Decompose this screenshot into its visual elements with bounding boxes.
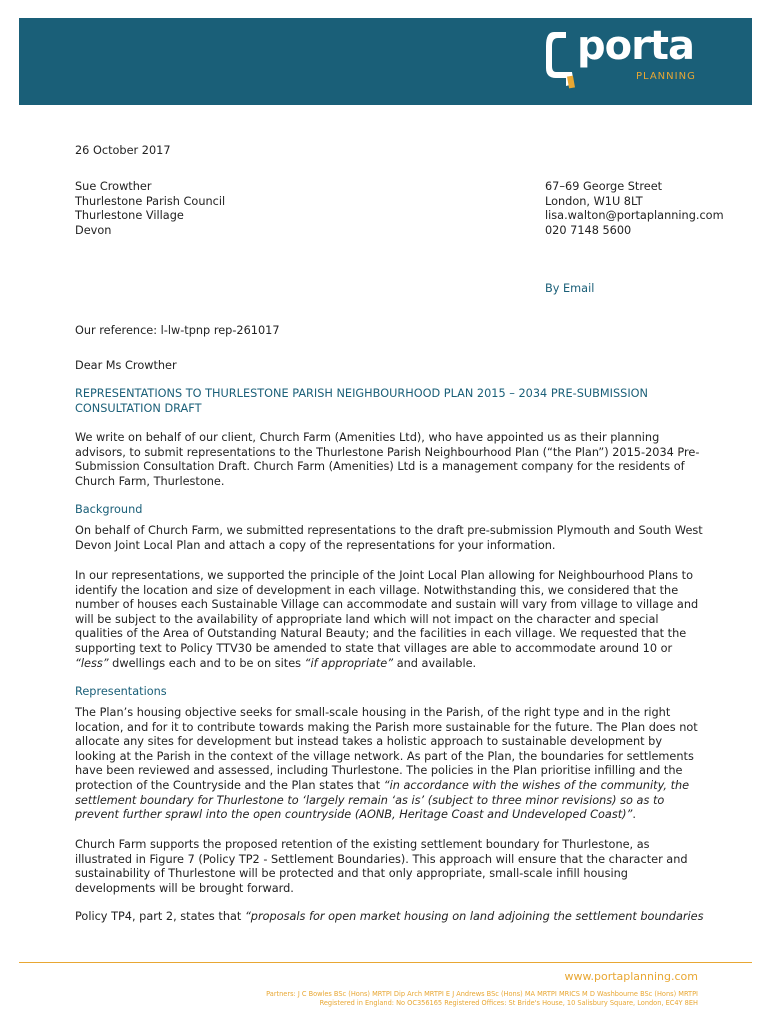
text-run: The Plan’s housing objective seeks for small-scale housing in the Parish, of the right type and in the right location, and for it to contribute towards making the Parish more sustainable for the future. The Plan does not allocate any sites for development but instead takes a holistic approach to sustainable development by looking at the Parish in the context of the village network. As part of the Plan, the boundaries for settlements have been reviewed and assessed, including Thurlestone. The policies in the Plan prioritise infilling and the protection of the Countryside and the Plan states that	[75, 706, 698, 792]
text-run: dwellings each and to be on sites	[108, 656, 305, 670]
footer-partners: Partners: J C Bowles BSc (Hons) MRTPI Dip Arch MRTPI E J Andrews BSc (Hons) MA MRTPI MRICS M D Washbourne BSc (Hons) MRTPI	[266, 990, 698, 998]
representations-paragraph-1	[75, 706, 705, 823]
our-reference: Our reference: l-lw-tpnp rep-261017	[75, 324, 280, 337]
background-heading: Background	[75, 503, 143, 516]
recipient-line: Devon	[75, 223, 112, 237]
sender-address	[545, 180, 724, 238]
recipient-line: Sue Crowther	[75, 180, 152, 193]
background-paragraph-1: On behalf of Church Farm, we submitted representations to the draft pre-submission Plymouth and South West Devon Joint Local Plan and attach a copy of the representations for your information.	[75, 524, 703, 552]
footer-registered: Registered in England: No OC356165 Registered Offices: St Bride's House, 10 Salisbury Square, London, EC4Y 8EH	[319, 999, 698, 1007]
recipient-line: Thurlestone Village	[75, 209, 184, 223]
salutation: Dear Ms Crowther	[75, 359, 177, 372]
letter-date: 26 October 2017	[75, 144, 171, 157]
emphasis-text: “if appropriate”	[304, 656, 394, 670]
emphasis-text: “less”	[75, 656, 109, 670]
emphasis-text: “proposals for open market housing on land adjoining the settlement boundaries	[244, 910, 704, 923]
text-run: and available.	[393, 656, 477, 670]
footer-divider	[19, 962, 752, 963]
sender-line: 67–69 George Street	[545, 180, 663, 193]
recipient-line: Thurlestone Parish Council	[75, 194, 226, 208]
text-run: Policy TP4, part 2, states that	[75, 910, 245, 923]
text-run: .	[632, 808, 636, 822]
sender-email[interactable]: lisa.walton@portaplanning.com	[545, 209, 724, 223]
emphasis-text: “in accordance with the wishes of the community, the settlement boundary for Thurlestone to ‘largely remain ‘as is’ (subject to three minor revisions) so as to prevent further sprawl into the open countryside (AONB, Heritage Coast and Undeveloped Coast)”	[75, 778, 690, 822]
background-paragraph-2	[75, 569, 705, 671]
intro-paragraph: We write on behalf of our client, Church Farm (Amenities Ltd), who have appointed us as their planning advisors, to submit representations to the Thurlestone Parish Neighbourhood Plan (“the Plan”) 2015-2034 Pre-Submission Consultation Draft. Church Farm (Amenities) Ltd is a management company for the residents of Church Farm, Thurlestone.	[75, 431, 700, 488]
representations-paragraph-2: Church Farm supports the proposed retention of the existing settlement boundary for Thurlestone, as illustrated in Figure 7 (Policy TP2 - Settlement Boundaries). This approach will ensure that the character and sustainability of Thurlestone will be protected and that only appropriate, small-scale infill housing developments will be brought forward.	[75, 838, 688, 895]
recipient-address	[75, 180, 225, 238]
brand-name: porta	[577, 23, 694, 69]
representations-heading: Representations	[75, 685, 167, 698]
brand-subtitle: PLANNING	[636, 71, 696, 82]
letter-subject: REPRESENTATIONS TO THURLESTONE PARISH NEIGHBOURHOOD PLAN 2015 – 2034 PRE-SUBMISSION CONSULTATION DRAFT	[75, 387, 648, 415]
representations-paragraph-3	[75, 910, 705, 925]
sender-line: London, W1U 8LT	[545, 194, 643, 208]
delivery-method: By Email	[545, 282, 595, 295]
text-run: In our representations, we supported the principle of the Joint Local Plan allowing for Neighbourhood Plans to identify the location and size of development in each village. Notwithstanding this, we considered that the number of houses each Sustainable Village can accommodate and sustain will vary from village to village and will be subject to the availability of appropriate land which will not impact on the character and special qualities of the Area of Outstanding Natural Beauty; and the facilities in each village. We requested that the supporting text to Policy TTV30 be amended to state that villages are able to accommodate around 10 or	[75, 569, 699, 655]
footer-website-link[interactable]: www.portaplanning.com	[564, 970, 698, 983]
sender-phone: 020 7148 5600	[545, 223, 632, 237]
